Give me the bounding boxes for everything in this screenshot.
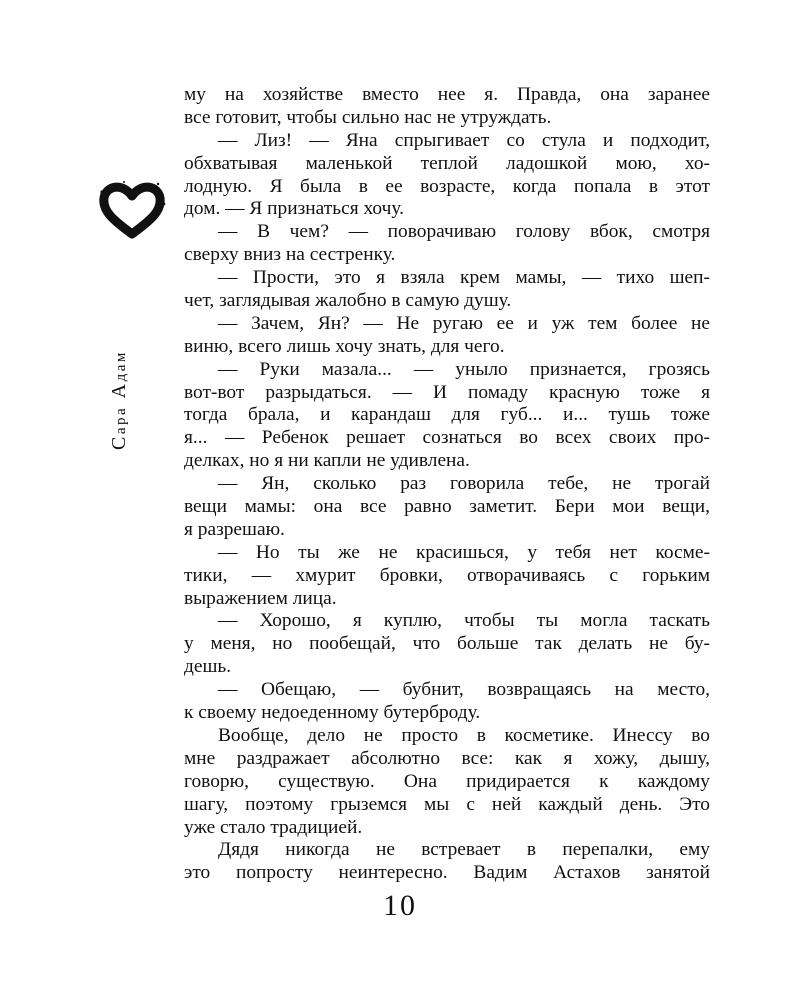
text-line: чет, заглядывая жалобно в самую душу. xyxy=(184,290,512,312)
text-line: — В чем? — поворачиваю голову вбок, смотря xyxy=(218,221,710,243)
text-line: — Руки мазала... — уныло признается, грозясь xyxy=(218,358,710,380)
heart-icon xyxy=(96,178,168,240)
page-number: 10 xyxy=(383,889,417,922)
text-line: тогда брала, и карандаш для губ... и... тушь тоже xyxy=(184,404,710,426)
text-line: Дядя никогда не встревает в перепалки, ему xyxy=(218,839,710,861)
text-line: — Прости, это я взяла крем мамы, — тихо шеп- xyxy=(218,267,710,289)
text-line: дом. — Я признаться хочу. xyxy=(184,198,404,220)
text-line: Вообще, дело не просто в косметике. Инессу во xyxy=(218,724,710,746)
text-line: тики, — хмурит бровки, отворачиваясь с горьким xyxy=(184,564,710,586)
text-line: дешь. xyxy=(184,656,232,678)
text-line: говорю, существую. Она придирается к каждому xyxy=(184,770,710,792)
text-line: все готовит, чтобы сильно нас не утруждать. xyxy=(184,106,552,128)
text-line: виню, всего лишь хочу знать, для чего. xyxy=(184,335,505,357)
text-line: — Лиз! — Яна спрыгивает со стула и подходит, xyxy=(218,129,710,151)
author-name: Сара Адам xyxy=(108,350,130,450)
text-line: делках, но я ни капли не удивлена. xyxy=(184,450,470,472)
text-line: у меня, но пообещай, что больше так делать не бу- xyxy=(184,633,710,655)
text-line: — Зачем, Ян? — Не ругаю ее и уж тем более не xyxy=(218,312,710,334)
text-line: му на хозяйстве вместо нее я. Правда, она заранее xyxy=(184,84,710,105)
text-line: шагу, поэтому грыземся мы с ней каждый день. Это xyxy=(184,793,710,815)
text-line: — Обещаю, — бубнит, возвращаясь на место, xyxy=(218,679,710,701)
running-head xyxy=(92,178,172,450)
text-line: уже стало традицией. xyxy=(184,816,363,838)
text-line: я разрешаю. xyxy=(184,518,285,540)
body-text xyxy=(184,84,710,885)
text-line: выражением лица. xyxy=(184,587,337,609)
text-line: сверху вниз на сестренку. xyxy=(184,244,396,266)
text-line: — Но ты же не красишься, у тебя нет космe- xyxy=(218,541,710,563)
text-line: вот-вот разрыдаться. — И помаду красную тоже я xyxy=(184,381,710,403)
text-line: — Ян, сколько раз говорила тебе, не трогай xyxy=(218,473,710,495)
text-line: лодную. Я была в ее возрасте, когда попала в этот xyxy=(184,175,710,197)
text-line: — Хорошо, я куплю, чтобы ты могла таскать xyxy=(218,610,710,632)
text-line: к своему недоеденному бутерброду. xyxy=(184,702,481,724)
text-line: это попросту неинтересно. Вадим Астахов занятой xyxy=(184,862,710,884)
text-line: обхватывая маленькой теплой ладошкой мою, хо- xyxy=(184,152,710,174)
text-line: я... — Ребенок решает сознаться во всех своих про- xyxy=(184,427,710,449)
text-line: мне раздражает абсолютно все: как я хожу, дышу, xyxy=(184,747,710,769)
text-line: вещи мамы: она все равно заметит. Бери мои вещи, xyxy=(184,496,710,518)
